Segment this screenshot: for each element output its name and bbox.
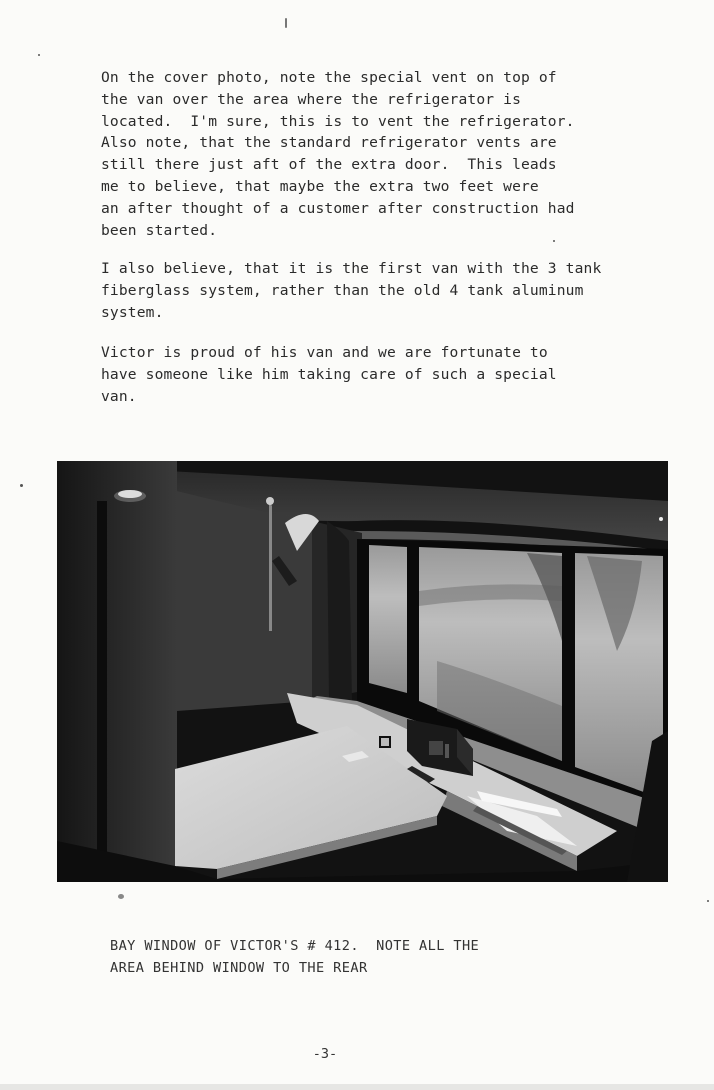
paper-speck [285, 18, 287, 28]
bay-window-photo [57, 461, 668, 882]
paragraph-tank-system: I also believe, that it is the first van with the 3 tank fiberglass system, rather than the old 4 tank aluminum system. [101, 260, 602, 321]
page-number: -3- [312, 1046, 338, 1062]
page-bottom-edge [0, 1084, 714, 1090]
paragraph-victor-van: Victor is proud of his van and we are fortunate to have someone like him taking care of such a special van. [101, 344, 557, 405]
photo-caption: BAY WINDOW OF VICTOR'S # 412. NOTE ALL THE AREA BEHIND WINDOW TO THE REAR [110, 938, 480, 976]
paper-speck [118, 894, 124, 899]
paper-speck [20, 484, 23, 487]
paper-speck [553, 240, 555, 242]
paper-speck [707, 900, 709, 902]
paragraph-cover-photo-vent: On the cover photo, note the special vent on top of the van over the area where the refrigerator is located. I'm sure, this is to vent the refrigerator. Also note, that the standard refrigerator vents are still there just aft of the extra door. This leads me to believe, that maybe the extra two feet were an after thought of a customer after construction had been started. [101, 69, 575, 239]
paper-speck [38, 54, 40, 56]
